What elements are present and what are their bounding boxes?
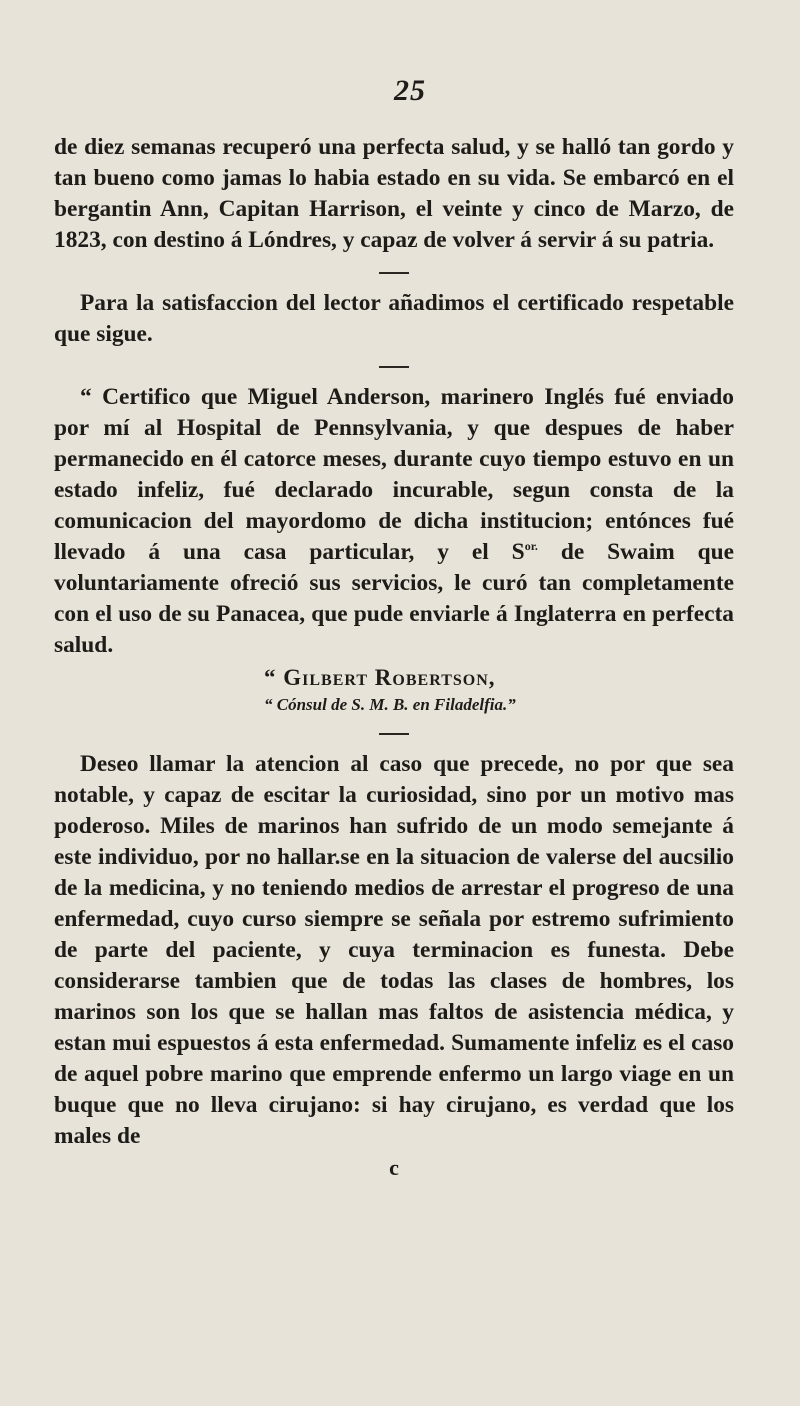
section-divider — [379, 733, 409, 735]
paragraph-4: Deseo llamar la atencion al caso que precede, no por que sea notable, y capaz de escitar la curiosidad, sino por un motivo mas poderoso. Miles de marinos han sufrido de un modo semejante á este individuo, por no hallar.se en la situacion de valerse del aucsilio de la medicina, y no teniendo medios de arrestar el progreso de una enfermedad, cuyo curso siempre se señala por estremo sufrimiento de parte del paciente, y cuya terminacion es funesta. Debe considerarse tambien que de todas las clases de hombres, los marinos son los que se hallan mas faltos de asistencia médica, y estan mui espuestos á esta enfermedad. Sumamente infeliz es el caso de aquel pobre marino que emprende enfermo un largo viage en un buque que no lleva cirujano: si hay cirujano, es verdad que los males de — [54, 751, 734, 1149]
section-divider — [379, 272, 409, 274]
certificate-text-b: de Swaim que voluntariamente ofreció sus servicios, le curó tan completamente con el uso de su Panacea, que pude enviarle á Inglaterra en perfecta salud. — [54, 539, 734, 658]
printer-signature-mark: c — [389, 1155, 399, 1180]
page-body — [54, 132, 734, 1182]
section-divider — [379, 366, 409, 368]
paragraph-2: Para la satisfaccion del lector añadimos el certificado respetable que sigue. — [54, 290, 734, 347]
page-number: 25 — [394, 74, 426, 107]
certificate-paragraph — [54, 382, 734, 661]
signature-title: “ Cónsul de S. M. B. en Filadelfia.” — [264, 695, 516, 714]
signature-name: “ Gilbert Robertson, — [264, 665, 496, 690]
paragraph-1: de diez semanas recuperó una perfecta salud, y se halló tan gordo y tan bueno como jamas lo habia estado en su vida. Se embarcó en el bergantin Ann, Capitan Harrison, el veinte y cinco de Marzo, de 1823, con destino á Lóndres, y capaz de volver á servir á su patria. — [54, 134, 734, 253]
certificate-superscript: or. — [524, 539, 538, 554]
certificate-text-a: “ Certifico que Miguel Anderson, marinero Inglés fué enviado por mí al Hospital de Pennsylvania, y que despues de haber permanecido en él catorce meses, durante cuyo tiempo estuvo en un estado infeliz, fué declarado incurable, segun consta de la comunicacion del mayordomo de dicha institucion; entónces fué llevado á una casa particular, y el S — [54, 384, 734, 565]
